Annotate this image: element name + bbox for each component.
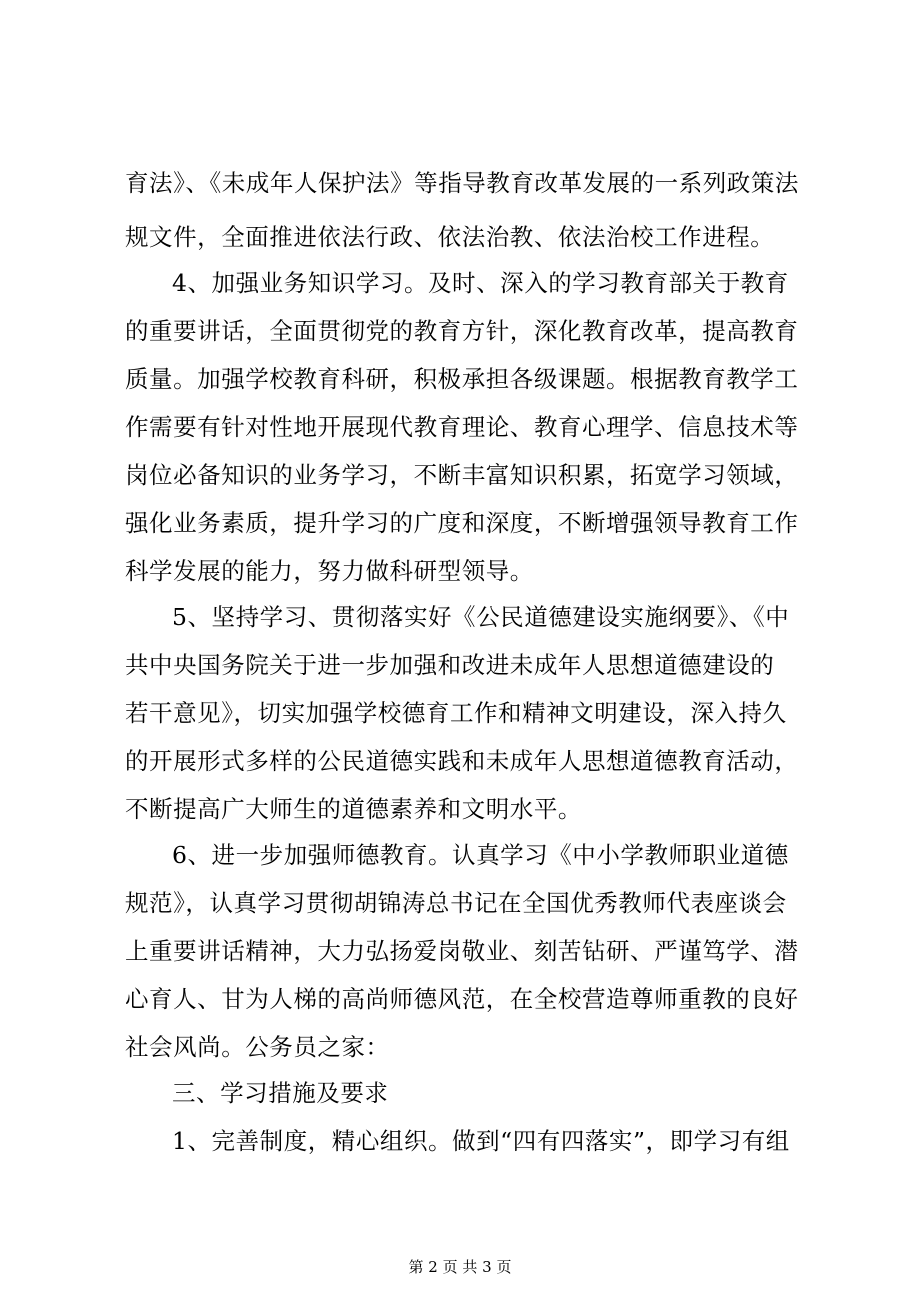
- text-line: 的重要讲话，全面贯彻党的教育方针，深化教育改革，提高教育: [125, 317, 799, 345]
- text-line: 科学发展的能力，努力做科研型领导。: [125, 557, 534, 585]
- paragraph-start-line: 4、加强业务知识学习。及时、深入的学习教育部关于教育: [172, 269, 789, 297]
- paragraph-start-line: 5、坚持学习、贯彻落实好《公民道德建设实施纲要》、《中: [172, 603, 790, 631]
- section-heading: 三、学习措施及要求: [172, 1079, 389, 1107]
- text-line: 强化业务素质，提升学习的广度和深度，不断增强领导教育工作: [125, 509, 799, 537]
- text-line: 育法》、《未成年人保护法》等指导教育改革发展的一系列政策法: [125, 169, 799, 197]
- text-line: 质量。加强学校教育科研，积极承担各级课题。根据教育教学工: [125, 365, 799, 393]
- text-line: 作需要有针对性地开展现代教育理论、教育心理学、信息技术等: [125, 413, 799, 441]
- page-footer: 第 2 页 共 3 页: [408, 1258, 512, 1276]
- paragraph-start-line: 6、进一步加强师德教育。认真学习《中小学教师职业道德: [172, 841, 789, 869]
- text-line: 上重要讲话精神，大力弘扬爱岗敬业、刻苦钻研、严谨笃学、潜: [125, 937, 799, 965]
- text-line: 岗位必备知识的业务学习，不断丰富知识积累，拓宽学习领域，: [125, 461, 799, 489]
- text-line: 社会风尚。公务员之家：: [125, 1033, 390, 1061]
- paragraph-start-line: 1、完善制度，精心组织。做到“四有四落实”，即学习有组: [172, 1127, 790, 1155]
- text-line: 心育人、甘为人梯的高尚师德风范，在全校营造尊师重教的良好: [125, 985, 799, 1013]
- text-line: 规范》，认真学习贯彻胡锦涛总书记在全国优秀教师代表座谈会: [125, 889, 787, 917]
- text-line: 不断提高广大师生的道德素养和文明水平。: [125, 795, 582, 823]
- text-line: 的开展形式多样的公民道德实践和未成年人思想道德教育活动，: [125, 747, 799, 775]
- text-line: 若干意见》，切实加强学校德育工作和精神文明建设，深入持久: [125, 699, 787, 727]
- text-line: 规文件，全面推进依法行政、依法治教、依法治校工作进程。: [125, 223, 775, 251]
- text-line: 共中央国务院关于进一步加强和改进未成年人思想道德建设的: [125, 651, 775, 679]
